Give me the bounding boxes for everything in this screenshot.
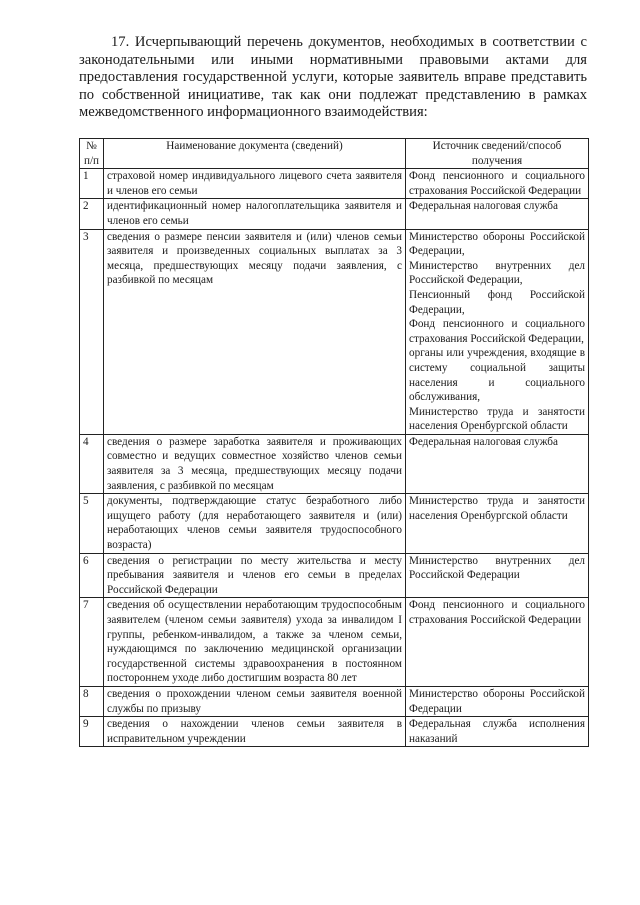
table-row: [80, 494, 589, 553]
row-number: 1: [80, 169, 104, 199]
row-number: 9: [80, 717, 104, 747]
documents-table: [79, 138, 589, 747]
header-name: Наименование документа (сведений): [104, 139, 406, 169]
document-name: сведения о размере заработка заявителя и проживающих совместно и ведущих совместное хозяйство членов семьи заявителя за 3 месяца, предшествующих месяцу подачи заявления, с разбивкой по месяцам: [104, 434, 406, 493]
row-number: 8: [80, 686, 104, 716]
table-row: [80, 199, 589, 229]
source-entry: Фонд пенсионного и социального страхования Российской Федерации: [409, 599, 585, 626]
source-cell: [406, 717, 589, 747]
source-entry: Федеральная налоговая служба: [409, 200, 558, 213]
document-name: сведения о нахождении членов семьи заявителя в исправительном учреждении: [104, 717, 406, 747]
document-name: сведения о размере пенсии заявителя и (или) членов семьи заявителя и произведенных социальных выплатах за 3 месяца, предшествующих месяцу подачи заявления, с разбивкой по месяцам: [104, 229, 406, 434]
table-body: [80, 169, 589, 747]
header-source: Источник сведений/способ получения: [406, 139, 589, 169]
source-entry: Министерство внутренних дел Российской Федерации,: [409, 259, 585, 287]
table-header-row: [80, 139, 589, 169]
source-cell: [406, 229, 589, 434]
table-row: [80, 169, 589, 199]
document-name: сведения об осуществлении неработающим трудоспособным заявителем (членом семьи заявителя) ухода за инвалидом I группы, ребенком-инвалидом, а также за членом семьи, нуждающимся по заключению медицинской организации государственной системы здравоохранения в постоянном постороннем уходе либо достигшим возраста 80 лет: [104, 598, 406, 687]
source-entry: Фонд пенсионного и социального страхования Российской Федерации: [409, 170, 585, 197]
document-name: сведения о регистрации по месту жительства и месту пребывания заявителя и членов его семьи в пределах Российской Федерации: [104, 553, 406, 598]
row-number: 4: [80, 434, 104, 493]
source-entry: Министерство внутренних дел Российской Федерации: [409, 554, 585, 582]
header-num: № п/п: [80, 139, 104, 169]
table-row: [80, 434, 589, 493]
source-entry: Министерство труда и занятости населения Оренбургской области: [409, 405, 585, 433]
table-row: [80, 686, 589, 716]
source-cell: [406, 434, 589, 493]
source-entry: органы или учреждения, входящие в систему социальной защиты населения и социального обслуживания,: [409, 347, 585, 404]
row-number: 2: [80, 199, 104, 229]
source-entry: Федеральная служба исполнения наказаний: [409, 718, 585, 745]
source-entry: Министерство труда и занятости населения Оренбургской области: [409, 495, 585, 522]
source-cell: [406, 199, 589, 229]
table-row: [80, 598, 589, 687]
source-entry: Фонд пенсионного и социального страхования Российской Федерации,: [409, 318, 585, 345]
document-name: страховой номер индивидуального лицевого счета заявителя и членов его семьи: [104, 169, 406, 199]
document-name: документы, подтверждающие статус безработного либо ищущего работу (для неработающего заявителя и (или) неработающих членов семьи заявителя трудоспособного возраста): [104, 494, 406, 553]
row-number: 6: [80, 553, 104, 598]
row-number: 5: [80, 494, 104, 553]
source-cell: [406, 169, 589, 199]
source-entry: Министерство обороны Российской Федерации: [409, 687, 585, 715]
source-cell: [406, 553, 589, 598]
source-cell: [406, 598, 589, 687]
source-entry: Пенсионный фонд Российской Федерации,: [409, 288, 585, 316]
source-entry: Федеральная налоговая служба: [409, 435, 558, 448]
source-cell: [406, 494, 589, 553]
intro-paragraph: 17. Исчерпывающий перечень документов, необходимых в соответствии с законодательными или иными нормативными правовыми актами для предоставления государственной услуги, которые заявитель вправе представить по собственной инициативе, так как они подлежат представлению в рамках межведомственного информационного взаимодействия:: [79, 34, 587, 121]
table-row: [80, 717, 589, 747]
row-number: 7: [80, 598, 104, 687]
intro-section: [79, 34, 587, 122]
table-row: [80, 229, 589, 434]
source-cell: [406, 686, 589, 716]
row-number: 3: [80, 229, 104, 434]
source-entry: Министерство обороны Российской Федерации,: [409, 230, 585, 258]
document-name: сведения о прохождении членом семьи заявителя военной службы по призыву: [104, 686, 406, 716]
document-name: идентификационный номер налогоплательщика заявителя и членов его семьи: [104, 199, 406, 229]
table-row: [80, 553, 589, 598]
